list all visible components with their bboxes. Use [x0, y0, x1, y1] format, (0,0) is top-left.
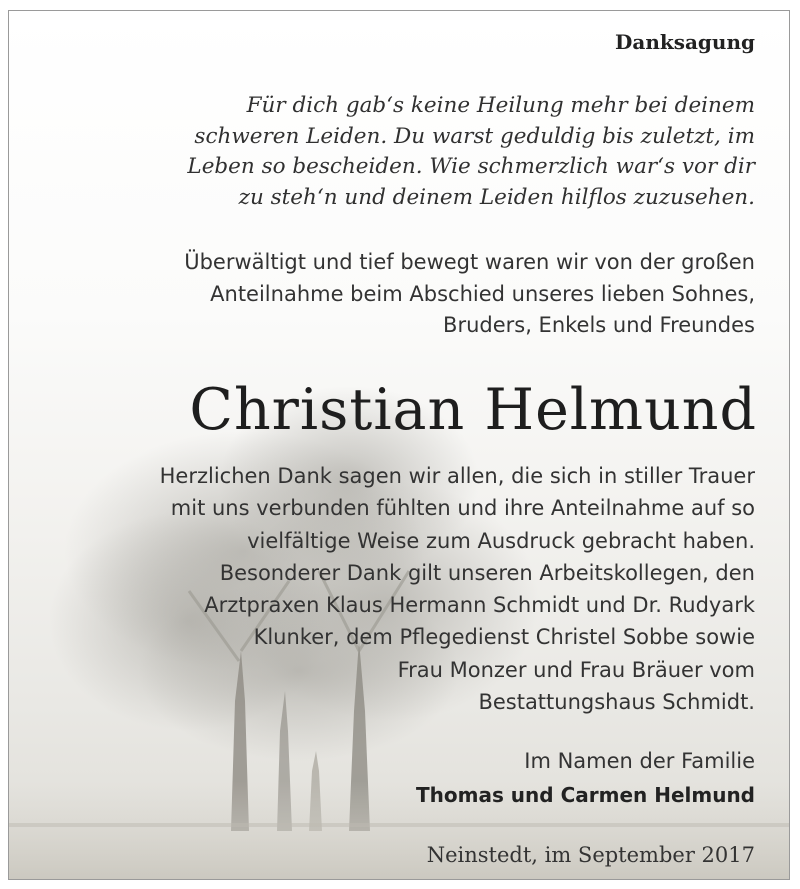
poem-line: zu steh‘n und deinem Leiden hilflos zuzusehen.	[238, 184, 755, 210]
thanks-paragraph	[15, 460, 755, 718]
memorial-poem	[55, 91, 755, 213]
thanks-line: Bestattungshaus Schmidt.	[478, 690, 755, 715]
poem-line: schweren Leiden. Du warst geduldig bis zuletzt, im	[194, 123, 755, 149]
notice-heading: Danksagung	[615, 30, 755, 54]
poem-line: Leben so bescheiden. Wie schmerzlich war‘s vor dir	[187, 154, 755, 179]
thanks-line: Frau Monzer und Frau Bräuer vom	[397, 657, 755, 682]
obituary-notice	[8, 10, 790, 880]
notice-text	[9, 11, 790, 880]
signature-names: Thomas und Carmen Helmund	[415, 783, 755, 807]
thanks-line: vielfältige Weise zum Ausdruck gebracht haben.	[247, 528, 755, 553]
intro-line: Bruders, Enkels und Freundes	[443, 313, 755, 337]
signature-intro: Im Namen der Familie	[524, 749, 755, 773]
thanks-line: Klunker, dem Pflegedienst Christel Sobbe sowie	[253, 625, 755, 650]
intro-paragraph	[55, 247, 755, 342]
intro-line: Überwältigt und tief bewegt waren wir von der großen	[184, 250, 755, 274]
deceased-name: Christian Helmund	[189, 377, 757, 443]
intro-line: Anteilnahme beim Abschied unseres lieben Sohnes,	[210, 281, 755, 306]
thanks-line: Herzlichen Dank sagen wir allen, die sich in stiller Trauer	[159, 464, 755, 488]
thanks-line: Besonderer Dank gilt unseren Arbeitskollegen, den	[219, 560, 755, 585]
place-date: Neinstedt, im September 2017	[426, 843, 755, 867]
poem-line: Für dich gab‘s keine Heilung mehr bei deinem	[246, 93, 755, 118]
thanks-line: Arztpraxen Klaus Hermann Schmidt und Dr. Rudyark	[204, 593, 755, 618]
thanks-line: mit uns verbunden fühlten und ihre Anteilnahme auf so	[170, 496, 755, 521]
